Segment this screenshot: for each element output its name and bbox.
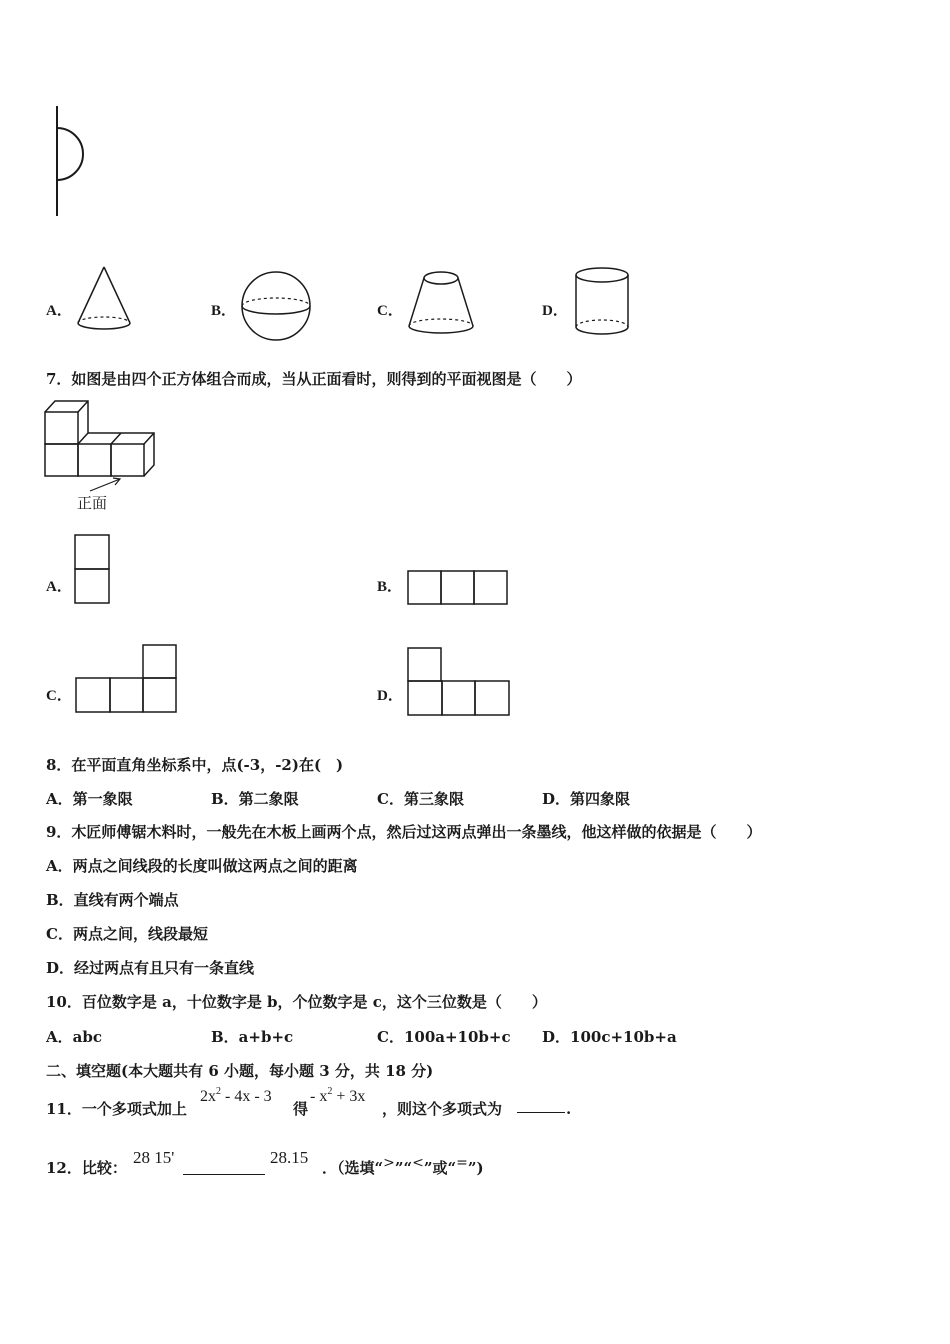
q8-option-b[interactable]: B．第二象限 <box>211 790 299 808</box>
q9-option-d[interactable]: D．经过两点有且只有一条直线 <box>46 959 255 977</box>
q9-stem: 9．木匠师傅锯木料时，一般先在木板上画两个点，然后过这两点弹出一条墨线，他这样做的依据是（ ） <box>46 823 762 841</box>
q10-stem: 10．百位数字是 a，十位数字是 b，个位数字是 c，这个三位数是（ ） <box>46 993 547 1011</box>
q10-option-c[interactable]: C．100a+10b+c <box>377 1028 511 1046</box>
q7-option-c-figure[interactable] <box>75 644 179 716</box>
q12-left-value: 28 15' <box>133 1148 175 1167</box>
q10-option-d[interactable]: D．100c+10b+a <box>542 1028 677 1046</box>
q9-option-c[interactable]: C．两点之间，线段最短 <box>46 925 208 943</box>
q12-prefix: 12．比较： <box>46 1159 127 1177</box>
frustum-icon[interactable] <box>406 268 480 340</box>
q8-option-d[interactable]: D．第四象限 <box>542 790 631 808</box>
q7-option-c-label: C． <box>46 688 72 704</box>
q8-option-a[interactable]: A．第一象限 <box>46 790 133 808</box>
q12-right-value: 28.15 <box>270 1148 309 1167</box>
q11-middle: 得 <box>293 1100 309 1118</box>
q7-stem: 7．如图是由四个正方体组合而成，当从正面看时，则得到的平面视图是（ ） <box>46 370 582 388</box>
q11-prefix: 11．一个多项式加上 <box>46 1100 187 1118</box>
q7-option-b-figure[interactable] <box>407 570 511 608</box>
q10-option-a[interactable]: A．abc <box>46 1028 102 1046</box>
q8-option-c[interactable]: C．第三象限 <box>377 790 464 808</box>
q11-expr1: $2x^2 - 4x - 3$ <box>200 1086 272 1105</box>
q7-option-a-label: A． <box>46 579 72 595</box>
half-circle-figure <box>50 104 90 219</box>
q11-answer-blank[interactable] <box>517 1112 565 1113</box>
cone-icon[interactable] <box>76 265 136 335</box>
q7-option-d-label: D． <box>377 688 403 704</box>
q9-option-b[interactable]: B．直线有两个端点 <box>46 891 179 909</box>
q7-option-d-figure[interactable] <box>407 647 513 719</box>
q7-option-b-label: B． <box>377 579 403 595</box>
sphere-icon[interactable] <box>240 270 312 342</box>
q8-stem: 8．在平面直角坐标系中，点(-3，-2)在( ) <box>46 756 344 774</box>
q12-suffix: ．（选填“>”“<”或“=”) <box>322 1155 484 1177</box>
cylinder-icon[interactable] <box>574 265 634 343</box>
q11-suffix: ，则这个多项式为 <box>382 1100 503 1118</box>
q6-option-d-label: D． <box>542 303 568 319</box>
q7-option-a-figure[interactable] <box>74 534 112 608</box>
q9-option-a[interactable]: A．两点之间线段的长度叫做这两点之间的距离 <box>46 857 358 875</box>
section-heading: 二、填空题(本大题共有 6 小题，每小题 3 分，共 18 分) <box>46 1062 434 1080</box>
q6-option-b-label: B． <box>211 303 237 319</box>
q6-option-c-label: C． <box>377 303 403 319</box>
cubes-figure <box>42 398 162 498</box>
q11-expr2: - $x^2 + 3x$ <box>310 1086 366 1105</box>
q10-option-b[interactable]: B．a+b+c <box>211 1028 294 1046</box>
q6-option-a-label: A． <box>46 303 72 319</box>
q12-answer-blank[interactable] <box>183 1174 265 1175</box>
q11-end: . <box>566 1100 572 1118</box>
front-label: 正面 <box>77 494 108 512</box>
